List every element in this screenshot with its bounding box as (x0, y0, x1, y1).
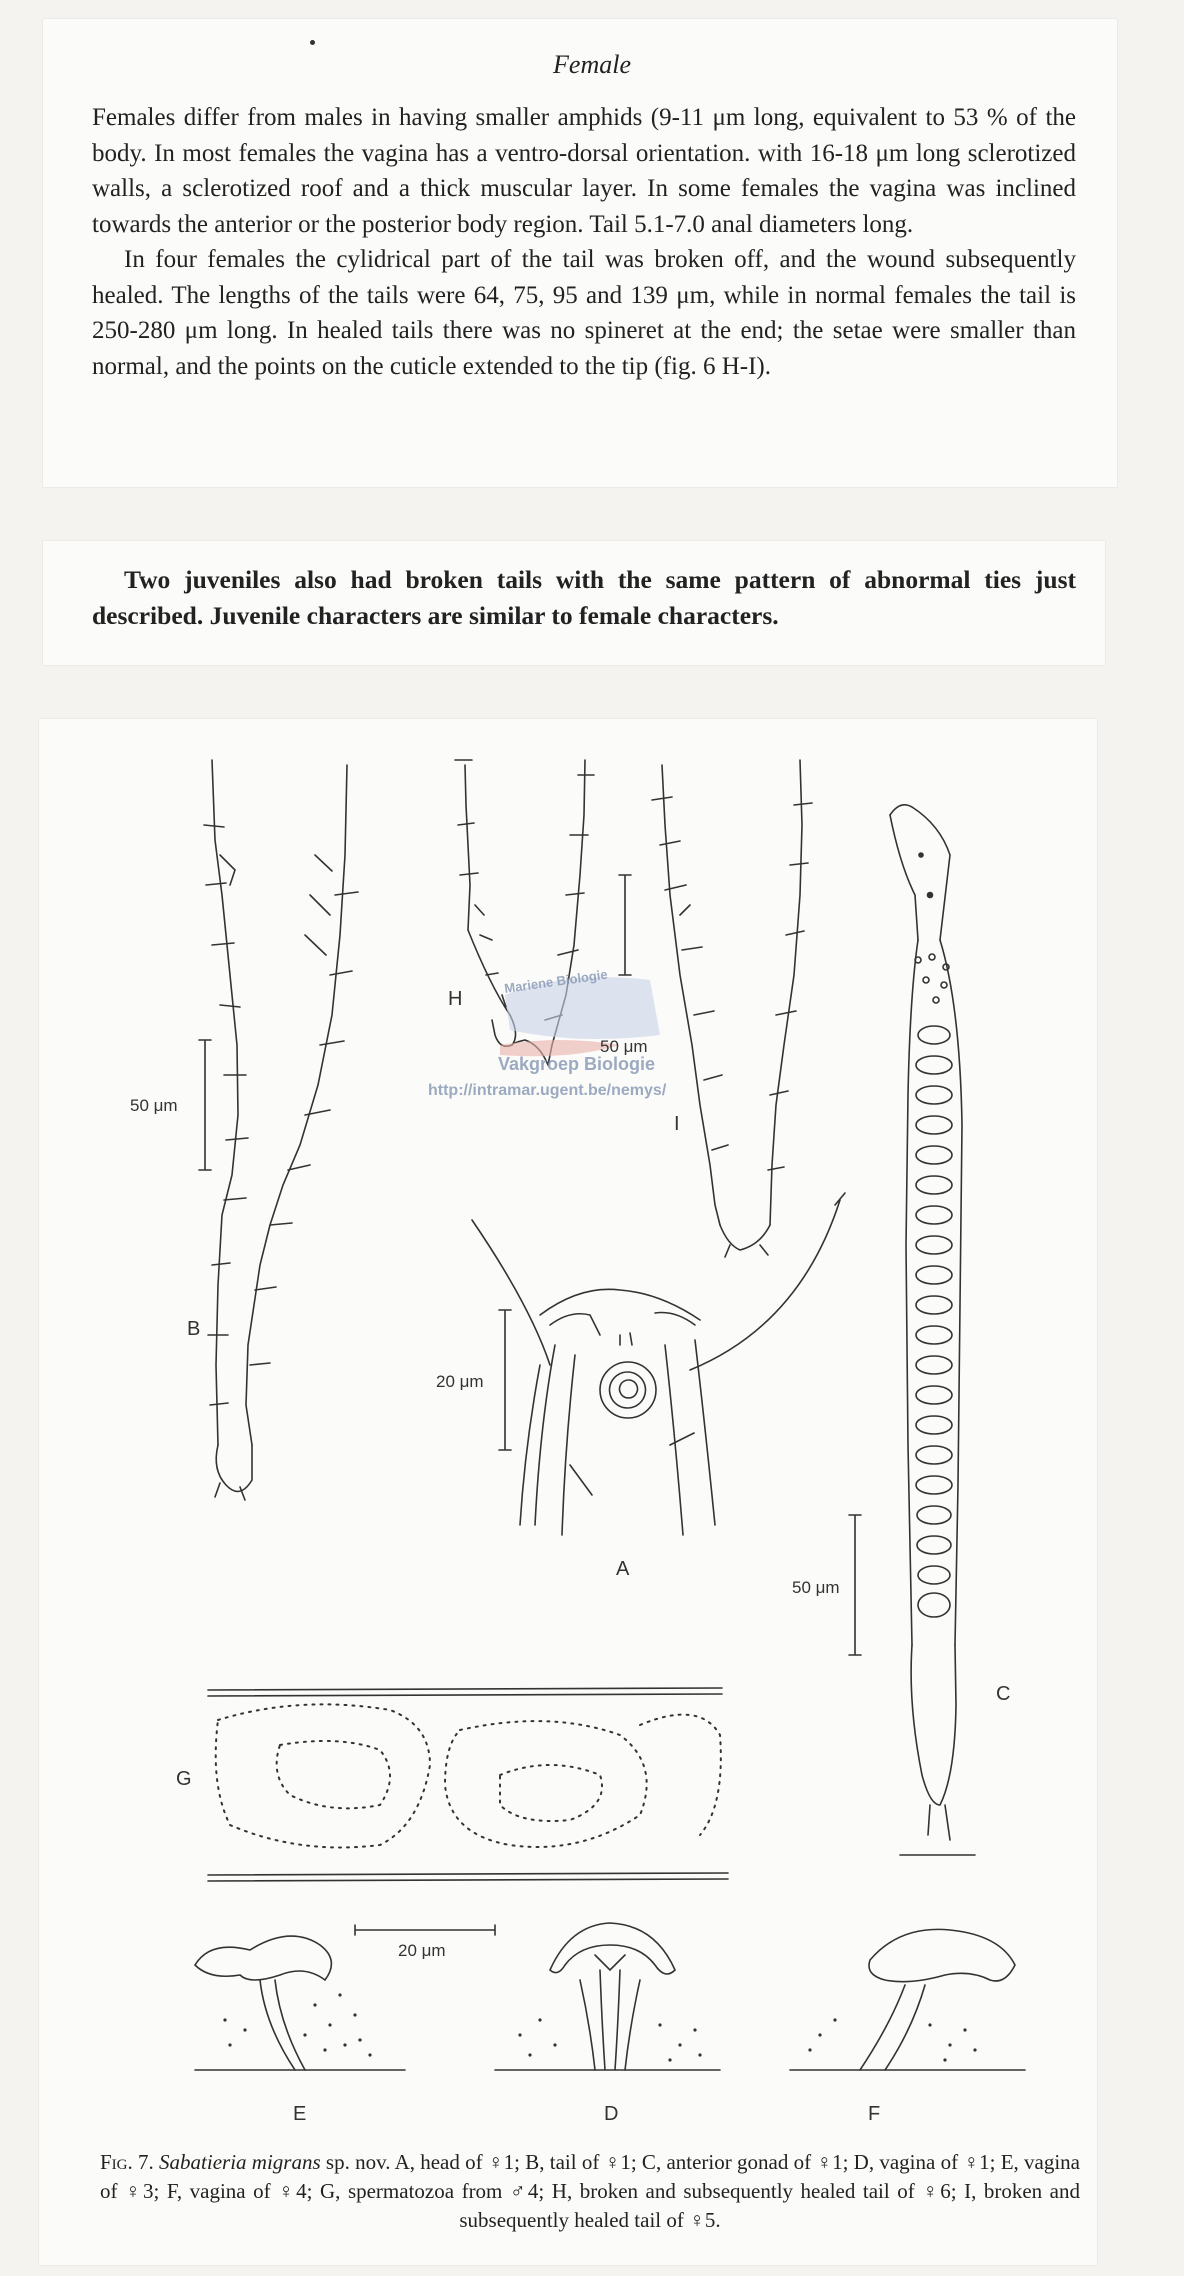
panel-label-c: C (996, 1683, 1011, 1705)
panel-b-tail (204, 760, 358, 1500)
scale-bar-hi (619, 875, 631, 975)
figure-caption (100, 2148, 1080, 2235)
watermark-line2: Vakgroep Biologie (498, 1054, 656, 1074)
female-text (92, 100, 1076, 384)
scale-bar-b (199, 1040, 211, 1170)
scale-label-def: 20 μm (398, 1941, 446, 1960)
female-paragraph-1: Females differ from males in having smaller amphids (9-11 μm long, equivalent to 53 % of the body. In most females the vagina has a ventro-dorsal orientation. with 16-18 μm long sclerotized walls, a sclerotized roof and a thick muscular layer. In some females the vagina was inclined towards the anterior or the posterior body region. Tail 5.1-7.0 anal diameters long. (92, 104, 1076, 238)
juvenile-paragraph: Two juveniles also had broken tails with the same pattern of abnormal ties just described. Juvenile characters are similar to female characters. (92, 565, 1076, 630)
panel-label-g: G (176, 1768, 192, 1790)
panel-a-head (472, 1193, 845, 1535)
female-paragraph-2: In four females the cylidrical part of the tail was broken off, and the wound subsequently healed. The lengths of the tails were 64, 75, 95 and 139 μm, while in normal females the tail is 250-280 μm long. In healed tails there was no spineret at the end; the setae were smaller than normal, and the points on the cuticle extended to the tip (fig. 6 H-I). (92, 246, 1076, 380)
scale-bar-c (849, 1515, 861, 1655)
panel-f-vagina (790, 1929, 1025, 2070)
scale-label-hi: 50 μm (600, 1037, 648, 1056)
watermark-line1: Mariene Biologie (503, 966, 609, 996)
scale-bar-def (355, 1925, 495, 1935)
panel-e-vagina (195, 1936, 405, 2070)
watermark-url: http://intramar.ugent.be/nemys/ (428, 1082, 667, 1099)
watermark (428, 967, 667, 1099)
panel-label-f: F (868, 2103, 881, 2125)
juvenile-text (92, 562, 1076, 633)
scale-label-a: 20 μm (436, 1372, 484, 1391)
panel-label-h: H (448, 988, 463, 1010)
scale-bar-a (499, 1310, 511, 1450)
panel-i-tail (652, 760, 812, 1257)
caption-fig-number: Fig. 7. (100, 2150, 154, 2174)
panel-d-vagina (495, 1923, 720, 2070)
caption-text: sp. nov. A, head of ♀1; B, tail of ♀1; C, anterior gonad of ♀1; D, vagina of ♀1; E, vagina of ♀3; F, vagina of ♀4; G, spermatozoa from ♂4; H, broken and subsequently healed tail of ♀6; I, broken and subsequently healed tail of ♀5. (100, 2150, 1081, 2232)
section-heading-female: Female (553, 50, 631, 79)
panel-label-e: E (293, 2103, 307, 2125)
speck (310, 40, 315, 45)
panel-c-gonad (890, 805, 975, 1855)
scale-label-b: 50 μm (130, 1096, 178, 1115)
panel-label-b: B (187, 1318, 201, 1340)
panel-label-a: A (616, 1558, 630, 1580)
caption-species: Sabatieria migrans (159, 2150, 321, 2174)
figure-7-drawing (100, 745, 1100, 2130)
panel-label-d: D (604, 2103, 619, 2125)
panel-g-spermatozoa (208, 1688, 728, 1881)
scale-label-c: 50 μm (792, 1578, 840, 1597)
panel-label-i: I (674, 1113, 680, 1135)
